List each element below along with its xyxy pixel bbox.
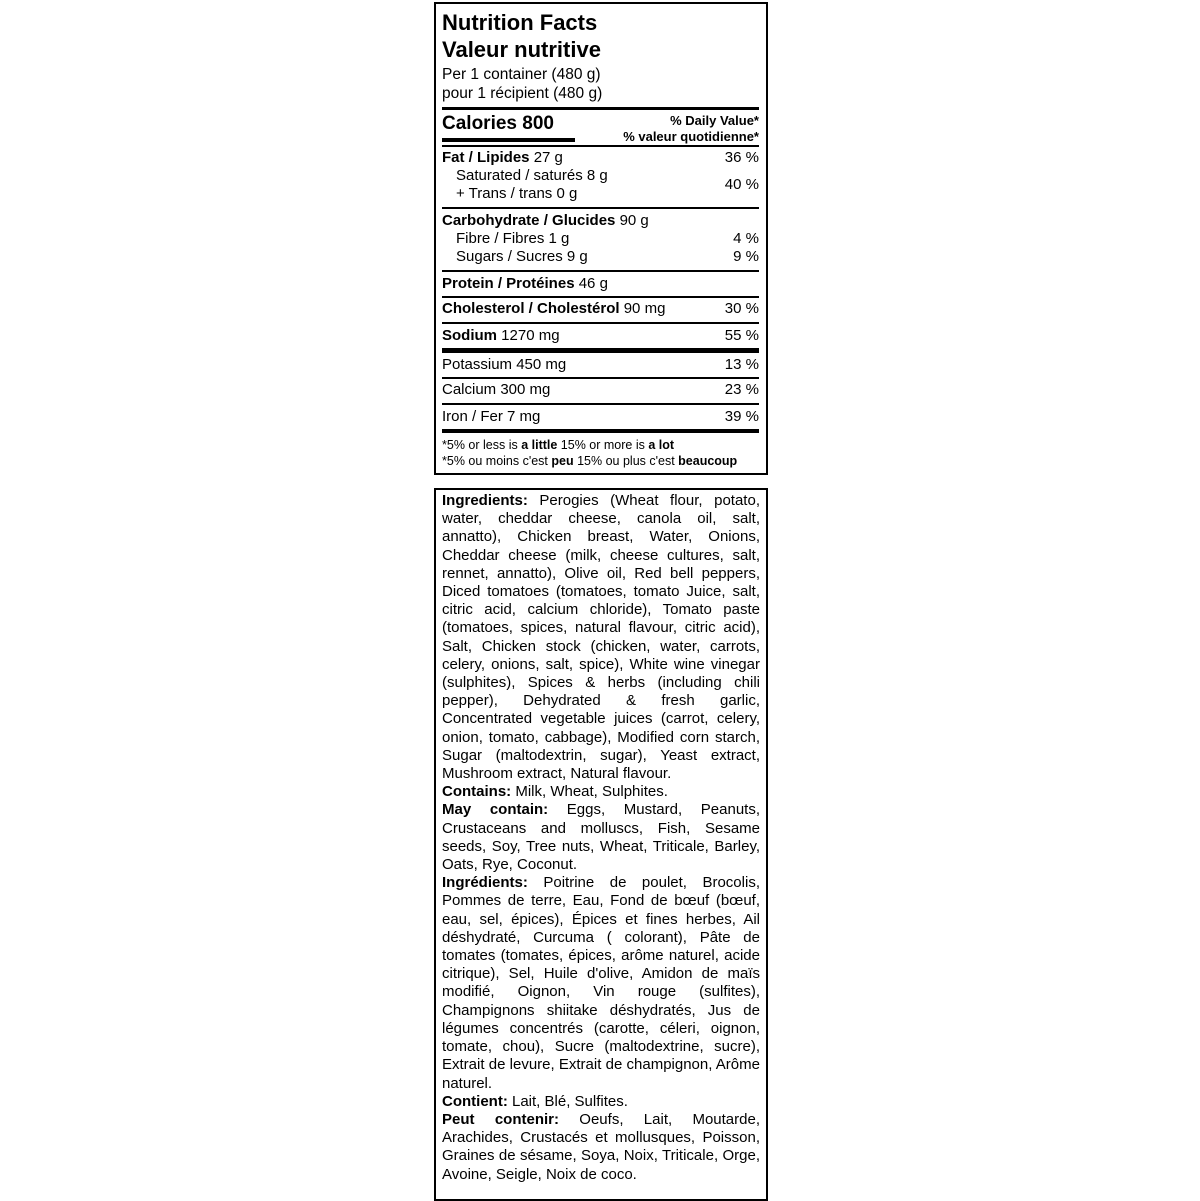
fat-label: Fat / Lipides	[442, 149, 530, 166]
fat-amount: 27 g	[533, 149, 563, 166]
iron-pct: 39 %	[724, 408, 759, 425]
potassium-label: Potassium 450 mg	[442, 356, 567, 373]
fat-pct: 36 %	[724, 149, 759, 166]
footnote-en-bold: a little	[521, 438, 558, 452]
serving-size-en: Per 1 container (480 g)	[442, 66, 601, 83]
protein-row	[442, 275, 759, 293]
thick-divider	[442, 348, 759, 353]
contains-fr-label: Contient:	[442, 1092, 508, 1110]
sodium-row	[442, 327, 759, 345]
sodium-amount: 1270 mg	[501, 327, 560, 344]
footnote-en-part: 15% or more is	[557, 438, 649, 452]
trans-row: + Trans / trans 0 g	[456, 185, 578, 202]
thick-divider	[442, 107, 759, 110]
sugars-label: Sugars / Sucres 9 g	[456, 248, 588, 265]
calcium-pct: 23 %	[724, 381, 759, 398]
fibre-pct: 4 %	[733, 230, 759, 247]
potassium-pct: 13 %	[724, 356, 759, 373]
fibre-row	[442, 230, 759, 248]
saturated-row: Saturated / saturés 8 g	[456, 167, 608, 184]
nutrition-title-en: Nutrition Facts	[442, 10, 598, 35]
calcium-label: Calcium 300 mg	[442, 381, 551, 398]
footnote-fr-bold: beaucoup	[678, 454, 738, 468]
calcium-row	[442, 381, 759, 399]
footnote-fr-part: 15% ou plus c'est	[573, 454, 679, 468]
sodium-pct: 55 %	[724, 327, 759, 344]
ingredients-fr-list: Poitrine de poulet, Brocolis, Pommes de terre, Eau, Fond de bœuf (bœuf, eau, sel, épices), Épices et fines herbes, Ail déshydraté, Curcuma ( colorant), Pâte de tomates (tomates, épices, arôme naturel, acide citrique), Sel, Huile d'olive, Amidon de maïs modifié, Oignon, Vin rouge (sulfites), Champignons shiitake déshydratés, Jus de légumes concentrés (carotte, céleri, oignon, tomate, chou), Sucre (maltodextrine, sucre), Extrait de levure, Extrait de champignon, Arôme naturel.	[442, 874, 760, 1092]
ingredients-text	[442, 492, 760, 1184]
may-contain-fr-label: Peut contenir:	[442, 1110, 559, 1128]
calories-label: Calories 800	[442, 113, 554, 134]
fat-row	[442, 149, 759, 167]
fibre-label: Fibre / Fibres 1 g	[456, 230, 570, 247]
may-contain-en-list: Eggs, Mustard, Peanuts, Crustaceans and molluscs, Fish, Sesame seeds, Soy, Tree nuts, Wheat, Triticale, Barley, Oats, Rye, Coconut.	[442, 801, 760, 874]
cholesterol-row	[442, 300, 759, 318]
cholesterol-amount: 90 mg	[623, 300, 666, 317]
contains-fr	[442, 1093, 760, 1111]
carbohydrate-label: Carbohydrate / Glucides	[442, 212, 616, 229]
footnote-fr-part: *5% ou moins c'est	[442, 454, 552, 468]
may-contain-fr-list: Oeufs, Lait, Moutarde, Arachides, Crustacés et mollusques, Poisson, Graines de sésame, Soya, Noix, Triticale, Orge, Avoine, Seigle, Noix de coco.	[442, 1110, 760, 1183]
divider	[442, 270, 759, 272]
contains-en-list: Milk, Wheat, Sulphites.	[511, 783, 668, 801]
ingredients-en	[442, 492, 760, 783]
daily-value-header-en: % Daily Value*	[670, 113, 759, 128]
footnote-en	[442, 437, 759, 453]
ingredients-fr	[442, 874, 760, 1092]
daily-value-header-fr: % valeur quotidienne*	[623, 129, 759, 144]
ingredients-en-label: Ingredients:	[442, 492, 528, 509]
may-contain-fr	[442, 1111, 760, 1184]
serving-size-fr: pour 1 récipient (480 g)	[442, 85, 603, 102]
contains-en-label: Contains:	[442, 783, 512, 801]
protein-amount: 46 g	[578, 275, 608, 292]
divider	[442, 322, 759, 324]
ingredients-en-list: Perogies (Wheat flour, potato, water, cheddar cheese, canola oil, salt, annatto), Chicken breast, Water, Onions, Cheddar cheese (milk, cheese cultures, salt, rennet, annatto), Olive oil, Red bell peppers, Diced tomatoes (tomatoes, tomato Juice, salt, citric acid, calcium chloride), Tomato paste (tomatoes, spices, natural flavour, citric acid), Salt, Chicken stock (chicken, water, carrots, celery, onions, salt, spice), White wine vinegar (sulphites), Spices & herbs (including chili pepper), Dehydrated & fresh garlic, Concentrated vegetable juices (carrot, celery, onion, tomato, cabbage), Modified corn starch, Sugar (maltodextrin, sugar), Yeast extract, Mushroom extract, Natural flavour.	[442, 492, 760, 783]
ingredients-fr-label: Ingrédients:	[442, 874, 528, 892]
divider	[442, 145, 759, 147]
footnote-fr-bold: peu	[551, 454, 574, 468]
contains-fr-list: Lait, Blé, Sulfites.	[507, 1092, 628, 1110]
iron-label: Iron / Fer 7 mg	[442, 408, 541, 425]
may-contain-en-label: May contain:	[442, 801, 549, 819]
carbohydrate-row	[442, 212, 759, 230]
divider	[442, 377, 759, 379]
iron-row	[442, 408, 759, 426]
sugars-row	[442, 248, 759, 266]
potassium-row	[442, 356, 759, 374]
sat-trans-pct: 40 %	[724, 176, 759, 193]
divider	[442, 207, 759, 209]
footnote-en-part: *5% or less is	[442, 438, 522, 452]
contains-en	[442, 783, 760, 801]
may-contain-en	[442, 801, 760, 874]
nutrition-facts-panel	[434, 2, 768, 475]
carbohydrate-amount: 90 g	[619, 212, 649, 229]
divider	[442, 296, 759, 298]
cholesterol-label: Cholesterol / Cholestérol	[442, 300, 620, 317]
ingredients-panel	[434, 488, 768, 1201]
divider	[442, 403, 759, 405]
sugars-pct: 9 %	[733, 248, 759, 265]
footnote-fr	[442, 453, 759, 469]
protein-label: Protein / Protéines	[442, 275, 575, 292]
cholesterol-pct: 30 %	[724, 300, 759, 317]
sodium-label: Sodium	[442, 327, 497, 344]
nutrition-title-fr: Valeur nutritive	[442, 37, 601, 62]
footnote-en-bold: a lot	[648, 438, 675, 452]
thick-divider	[442, 429, 759, 433]
calories-underline	[442, 138, 575, 142]
